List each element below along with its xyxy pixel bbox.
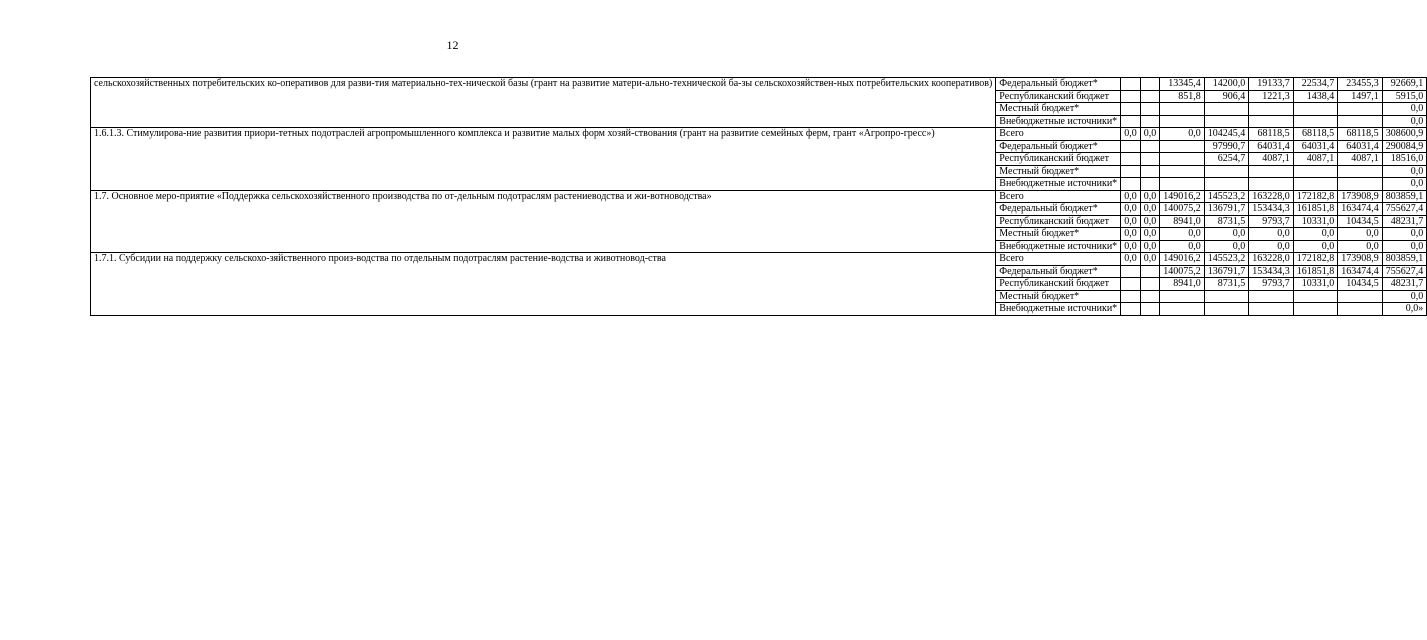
amount-cell xyxy=(1140,303,1160,316)
amount-cell xyxy=(1293,165,1338,178)
amount-cell: 0,0 xyxy=(1382,290,1427,303)
amount-cell: 1497,1 xyxy=(1338,90,1383,103)
amount-cell: 0,0 xyxy=(1140,190,1160,203)
amount-cell: 0,0 xyxy=(1140,228,1160,241)
amount-cell xyxy=(1121,140,1141,153)
amount-cell: 14200,0 xyxy=(1204,78,1249,91)
amount-cell xyxy=(1293,303,1338,316)
amount-cell: 104245,4 xyxy=(1204,128,1249,141)
amount-cell: 0,0 xyxy=(1140,203,1160,216)
table-row xyxy=(91,128,1427,141)
amount-cell xyxy=(1249,290,1294,303)
amount-cell: 173908,9 xyxy=(1338,253,1383,266)
amount-cell xyxy=(1140,290,1160,303)
amount-cell xyxy=(1140,153,1160,166)
amount-cell: 145523,2 xyxy=(1204,190,1249,203)
amount-cell: 18516,0 xyxy=(1382,153,1427,166)
funding-source-cell: Республиканский бюджет xyxy=(996,90,1121,103)
amount-cell xyxy=(1140,140,1160,153)
amount-cell: 163474,4 xyxy=(1338,203,1383,216)
amount-cell: 163228,0 xyxy=(1249,190,1294,203)
amount-cell: 308600,9 xyxy=(1382,128,1427,141)
amount-cell xyxy=(1249,103,1294,116)
amount-cell xyxy=(1160,115,1205,128)
amount-cell: 136791,7 xyxy=(1204,203,1249,216)
amount-cell xyxy=(1160,290,1205,303)
funding-source-cell: Внебюджетные источники* xyxy=(996,240,1121,253)
funding-source-cell: Федеральный бюджет* xyxy=(996,265,1121,278)
amount-cell: 0,0 xyxy=(1160,240,1205,253)
amount-cell: 0,0 xyxy=(1382,240,1427,253)
amount-cell: 153434,3 xyxy=(1249,265,1294,278)
amount-cell xyxy=(1121,78,1141,91)
amount-cell: 851,8 xyxy=(1160,90,1205,103)
amount-cell: 172182,8 xyxy=(1293,253,1338,266)
funding-source-cell: Федеральный бюджет* xyxy=(996,203,1121,216)
amount-cell: 755627,4 xyxy=(1382,203,1427,216)
amount-cell: 0,0 xyxy=(1121,190,1141,203)
amount-cell xyxy=(1338,115,1383,128)
amount-cell: 8941,0 xyxy=(1160,215,1205,228)
amount-cell: 0,0 xyxy=(1382,228,1427,241)
amount-cell: 48231,7 xyxy=(1382,278,1427,291)
amount-cell xyxy=(1121,153,1141,166)
amount-cell: 0,0 xyxy=(1121,228,1141,241)
amount-cell: 149016,2 xyxy=(1160,253,1205,266)
amount-cell xyxy=(1121,278,1141,291)
amount-cell: 10434,5 xyxy=(1338,278,1383,291)
amount-cell xyxy=(1338,303,1383,316)
amount-cell xyxy=(1140,90,1160,103)
amount-cell: 68118,5 xyxy=(1293,128,1338,141)
amount-cell: 68118,5 xyxy=(1249,128,1294,141)
amount-cell: 173908,9 xyxy=(1338,190,1383,203)
amount-cell: 92669,1 xyxy=(1382,78,1427,91)
funding-source-cell: Местный бюджет* xyxy=(996,290,1121,303)
amount-cell: 0,0 xyxy=(1338,240,1383,253)
amount-cell: 19133,7 xyxy=(1249,78,1294,91)
funding-source-cell: Внебюджетные источники* xyxy=(996,178,1121,191)
amount-cell: 0,0 xyxy=(1121,240,1141,253)
amount-cell xyxy=(1249,178,1294,191)
amount-cell: 0,0 xyxy=(1204,240,1249,253)
amount-cell xyxy=(1204,165,1249,178)
amount-cell: 161851,8 xyxy=(1293,203,1338,216)
amount-cell xyxy=(1121,303,1141,316)
amount-cell: 10331,0 xyxy=(1293,215,1338,228)
funding-source-cell: Внебюджетные источники* xyxy=(996,303,1121,316)
amount-cell: 1221,3 xyxy=(1249,90,1294,103)
funding-source-cell: Местный бюджет* xyxy=(996,228,1121,241)
amount-cell xyxy=(1140,165,1160,178)
amount-cell xyxy=(1204,115,1249,128)
amount-cell: 0,0 xyxy=(1382,103,1427,116)
amount-cell: 0,0 xyxy=(1338,228,1383,241)
amount-cell: 48231,7 xyxy=(1382,215,1427,228)
funding-source-cell: Республиканский бюджет xyxy=(996,153,1121,166)
table-row xyxy=(91,190,1427,203)
amount-cell xyxy=(1160,103,1205,116)
amount-cell: 0,0» xyxy=(1382,303,1427,316)
amount-cell: 0,0 xyxy=(1140,240,1160,253)
amount-cell: 0,0 xyxy=(1382,115,1427,128)
amount-cell xyxy=(1121,103,1141,116)
amount-cell: 803859,1 xyxy=(1382,190,1427,203)
amount-cell: 9793,7 xyxy=(1249,278,1294,291)
amount-cell: 149016,2 xyxy=(1160,190,1205,203)
measure-name-cell: 1.6.1.3. Стимулирова-ние развития приори-тетных подотраслей агропромышленного комплекса и развитие малых форм хозяй-ствования (грант на развитие семейных ферм, грант «Агропро-гресс») xyxy=(91,128,996,191)
amount-cell xyxy=(1293,290,1338,303)
amount-cell: 163228,0 xyxy=(1249,253,1294,266)
amount-cell xyxy=(1204,178,1249,191)
amount-cell xyxy=(1140,103,1160,116)
amount-cell: 0,0 xyxy=(1293,228,1338,241)
amount-cell xyxy=(1140,278,1160,291)
amount-cell xyxy=(1338,178,1383,191)
amount-cell: 8941,0 xyxy=(1160,278,1205,291)
amount-cell: 68118,5 xyxy=(1338,128,1383,141)
amount-cell: 803859,1 xyxy=(1382,253,1427,266)
amount-cell: 140075,2 xyxy=(1160,265,1205,278)
amount-cell: 136791,7 xyxy=(1204,265,1249,278)
amount-cell: 161851,8 xyxy=(1293,265,1338,278)
amount-cell xyxy=(1140,78,1160,91)
funding-source-cell: Всего xyxy=(996,190,1121,203)
amount-cell: 0,0 xyxy=(1382,165,1427,178)
measure-name-cell: сельскохозяйственных потребительских ко-оперативов для разви-тия материально-тех-нической базы (грант на развитие матери-ально-технической ба-зы сельскохозяйствен-ных потребительских кооперативов) xyxy=(91,78,996,128)
amount-cell xyxy=(1140,265,1160,278)
amount-cell: 0,0 xyxy=(1204,228,1249,241)
funding-source-cell: Федеральный бюджет* xyxy=(996,140,1121,153)
amount-cell xyxy=(1249,303,1294,316)
table-row xyxy=(91,253,1427,266)
amount-cell: 755627,4 xyxy=(1382,265,1427,278)
amount-cell: 9793,7 xyxy=(1249,215,1294,228)
amount-cell: 140075,2 xyxy=(1160,203,1205,216)
amount-cell: 22534,7 xyxy=(1293,78,1338,91)
amount-cell: 97990,7 xyxy=(1204,140,1249,153)
amount-cell: 0,0 xyxy=(1121,215,1141,228)
amount-cell: 0,0 xyxy=(1293,240,1338,253)
amount-cell xyxy=(1249,165,1294,178)
funding-source-cell: Внебюджетные источники* xyxy=(996,115,1121,128)
amount-cell xyxy=(1160,303,1205,316)
amount-cell xyxy=(1204,103,1249,116)
funding-source-cell: Республиканский бюджет xyxy=(996,278,1121,291)
amount-cell: 145523,2 xyxy=(1204,253,1249,266)
amount-cell: 4087,1 xyxy=(1338,153,1383,166)
page-number: 12 xyxy=(446,38,459,52)
amount-cell: 0,0 xyxy=(1160,128,1205,141)
amount-cell: 290084,9 xyxy=(1382,140,1427,153)
amount-cell: 64031,4 xyxy=(1293,140,1338,153)
amount-cell xyxy=(1160,178,1205,191)
amount-cell xyxy=(1338,165,1383,178)
amount-cell xyxy=(1160,153,1205,166)
measure-name-cell: 1.7. Основное меро-приятие «Поддержка сельскохозяйственного производства по от-дельным подотраслям растениеводства и жи-вотноводства» xyxy=(91,190,996,253)
amount-cell: 0,0 xyxy=(1121,128,1141,141)
amount-cell: 0,0 xyxy=(1140,253,1160,266)
amount-cell: 172182,8 xyxy=(1293,190,1338,203)
budget-table-body xyxy=(91,78,1427,316)
amount-cell xyxy=(1121,165,1141,178)
amount-cell xyxy=(1204,303,1249,316)
amount-cell xyxy=(1160,140,1205,153)
funding-source-cell: Федеральный бюджет* xyxy=(996,78,1121,91)
amount-cell: 1438,4 xyxy=(1293,90,1338,103)
amount-cell: 64031,4 xyxy=(1249,140,1294,153)
amount-cell xyxy=(1121,90,1141,103)
amount-cell xyxy=(1140,115,1160,128)
amount-cell: 4087,1 xyxy=(1249,153,1294,166)
amount-cell: 0,0 xyxy=(1140,128,1160,141)
amount-cell xyxy=(1293,178,1338,191)
amount-cell: 0,0 xyxy=(1160,228,1205,241)
amount-cell: 23455,3 xyxy=(1338,78,1383,91)
amount-cell xyxy=(1160,165,1205,178)
amount-cell: 0,0 xyxy=(1382,178,1427,191)
amount-cell: 0,0 xyxy=(1249,240,1294,253)
funding-source-cell: Республиканский бюджет xyxy=(996,215,1121,228)
funding-source-cell: Местный бюджет* xyxy=(996,103,1121,116)
amount-cell xyxy=(1121,290,1141,303)
amount-cell xyxy=(1121,265,1141,278)
funding-source-cell: Всего xyxy=(996,253,1121,266)
amount-cell: 10434,5 xyxy=(1338,215,1383,228)
amount-cell: 10331,0 xyxy=(1293,278,1338,291)
measure-name-cell: 1.7.1. Субсидии на поддержку сельскохо-зяйственного произ-водства по отдельным подотраслям растение-водства и животновод-ства xyxy=(91,253,996,316)
amount-cell: 0,0 xyxy=(1121,253,1141,266)
amount-cell xyxy=(1338,103,1383,116)
table-row xyxy=(91,78,1427,91)
amount-cell: 153434,3 xyxy=(1249,203,1294,216)
funding-source-cell: Местный бюджет* xyxy=(996,165,1121,178)
amount-cell xyxy=(1121,115,1141,128)
amount-cell: 6254,7 xyxy=(1204,153,1249,166)
amount-cell xyxy=(1338,290,1383,303)
amount-cell xyxy=(1293,103,1338,116)
amount-cell: 8731,5 xyxy=(1204,215,1249,228)
amount-cell: 4087,1 xyxy=(1293,153,1338,166)
amount-cell: 906,4 xyxy=(1204,90,1249,103)
amount-cell: 13345,4 xyxy=(1160,78,1205,91)
amount-cell: 5915,0 xyxy=(1382,90,1427,103)
amount-cell xyxy=(1204,290,1249,303)
amount-cell: 64031,4 xyxy=(1338,140,1383,153)
amount-cell xyxy=(1249,115,1294,128)
amount-cell: 163474,4 xyxy=(1338,265,1383,278)
budget-table xyxy=(90,77,1427,316)
amount-cell xyxy=(1121,178,1141,191)
funding-source-cell: Всего xyxy=(996,128,1121,141)
amount-cell: 0,0 xyxy=(1121,203,1141,216)
amount-cell: 0,0 xyxy=(1249,228,1294,241)
amount-cell: 8731,5 xyxy=(1204,278,1249,291)
amount-cell xyxy=(1293,115,1338,128)
amount-cell xyxy=(1140,178,1160,191)
amount-cell: 0,0 xyxy=(1140,215,1160,228)
